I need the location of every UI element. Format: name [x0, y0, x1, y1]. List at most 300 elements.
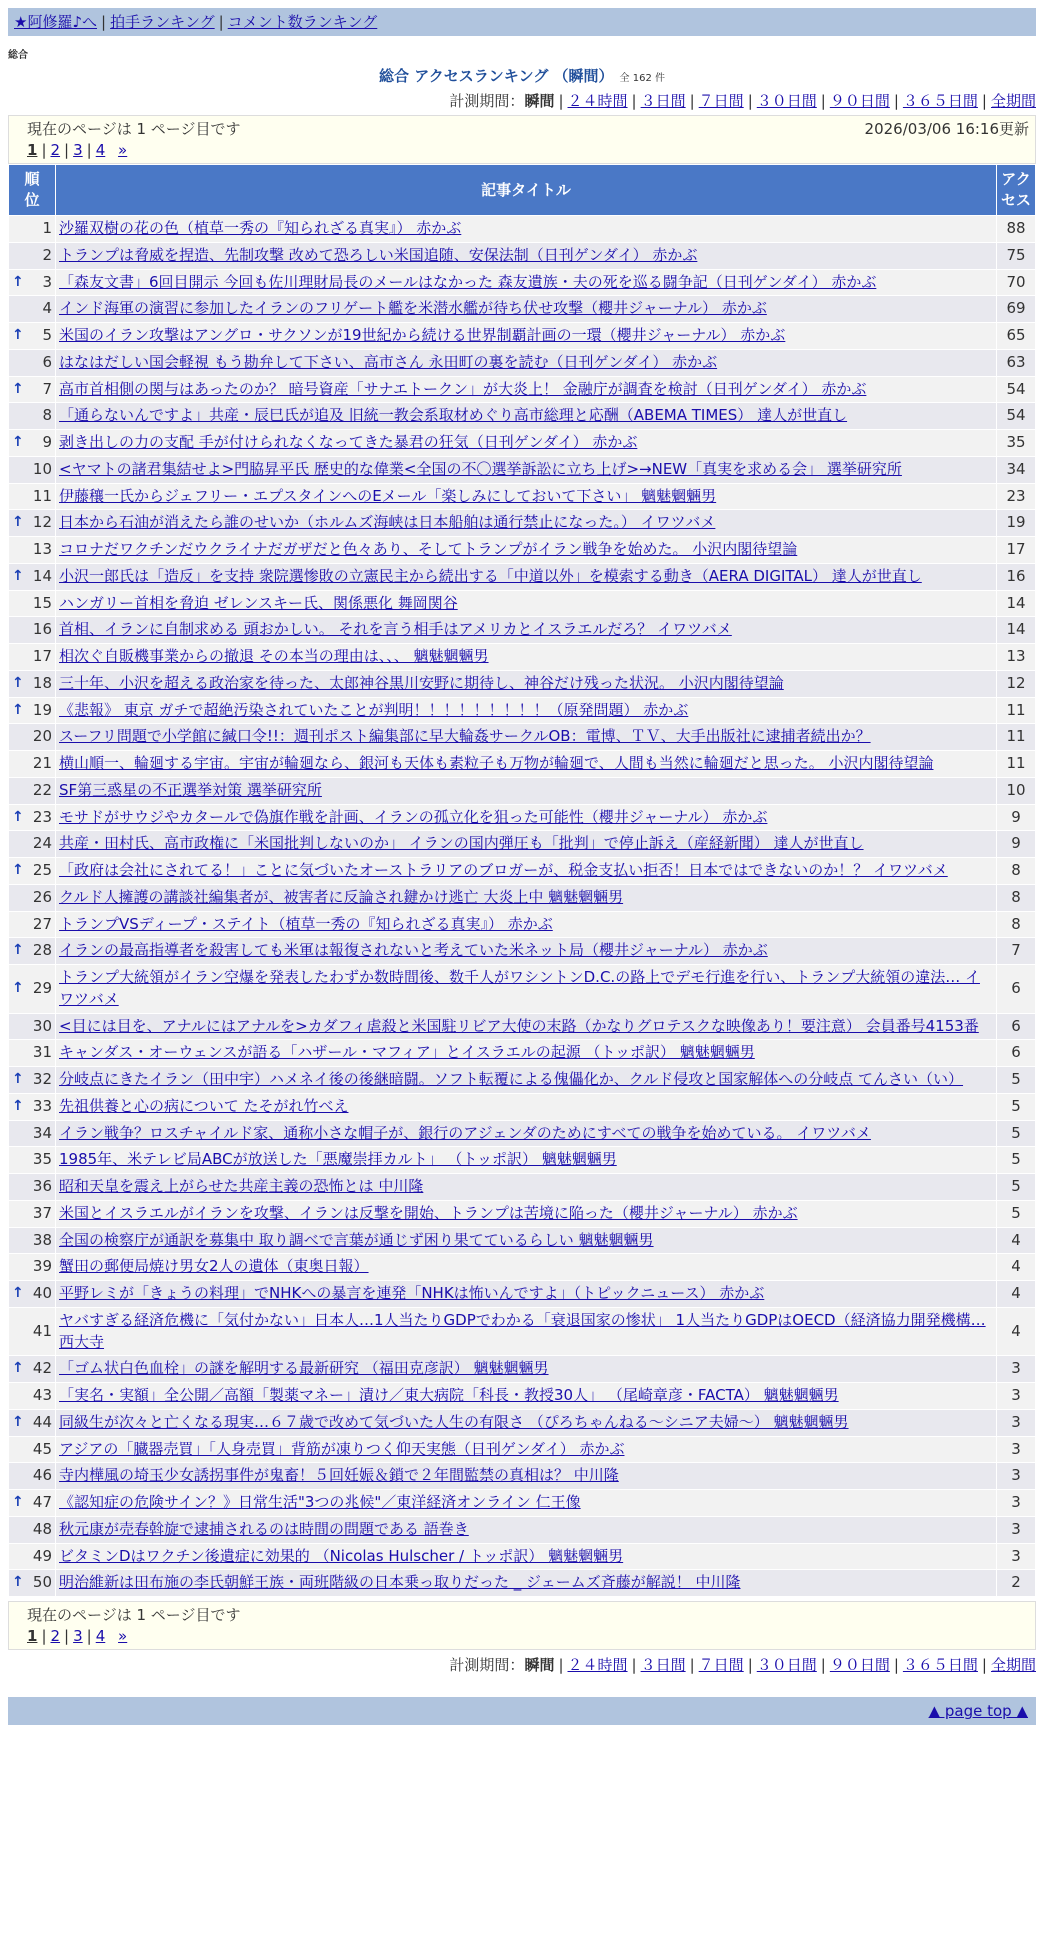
rank-cell	[9, 1516, 56, 1543]
rank-number: 12	[32, 513, 52, 532]
ranking-heading	[8, 65, 1036, 86]
period-separator: |	[689, 1656, 695, 1674]
rank-number: 22	[32, 780, 52, 799]
period-selector-bottom	[8, 1654, 1036, 1675]
rank-cell	[9, 537, 56, 564]
period-link-1[interactable]: ３日間	[640, 92, 686, 110]
access-count: 16	[997, 563, 1036, 590]
table-row	[9, 376, 1036, 403]
table-row	[9, 510, 1036, 537]
table-row	[9, 1383, 1036, 1410]
period-link-5[interactable]: ３６５日間	[902, 92, 978, 110]
current-page-text: 現在のページは 1 ページ目です	[27, 120, 241, 138]
home-link[interactable]: ★阿修羅♪へ	[14, 13, 98, 31]
rank-number: 13	[32, 540, 52, 558]
up-arrow-icon: ↑	[12, 1413, 24, 1430]
article-link[interactable]: 「政府は会社にされてる！」ことに気づいたオーストラリアのブロガーが、税金支払い拒否！日本ではできないのか！？ イワツバメ	[59, 861, 948, 879]
period-current: 瞬間	[524, 1656, 555, 1674]
title-cell	[56, 1067, 997, 1094]
rank-number: 26	[32, 887, 52, 906]
article-link[interactable]: クルド人擁護の講談社編集者が、被害者に反論され鍵かけ逃亡 大炎上中 魑魅魍魎男	[59, 887, 624, 906]
period-link-2[interactable]: ７日間	[698, 92, 744, 110]
rank-number: 4	[42, 299, 52, 318]
table-row	[9, 1200, 1036, 1227]
article-link[interactable]: 「通らないんですよ」共産・辰巳氏が追及 旧統一教会系取材めぐり高市総理と応酬（ABEMA TIMES） 達人が世直し	[59, 406, 848, 425]
rank-number: 45	[32, 1439, 52, 1458]
table-row	[9, 1356, 1036, 1383]
period-separator: |	[631, 1656, 637, 1674]
table-row	[9, 911, 1036, 938]
rank-cell	[9, 617, 56, 644]
rank-cell	[9, 1543, 56, 1570]
rank-cell	[9, 590, 56, 617]
article-link[interactable]: <目には目を、アナルにはアナルを>カダフィ虐殺と米国駐リビア大使の末路（かなりグロテスクな映像あり！要注意） 会員番号4153番	[59, 1016, 979, 1035]
article-link[interactable]: 《悲報》 東京 ガチで超絶汚染されていたことが判明！！！！！！！！！（原発問題） 赤かぶ	[59, 700, 689, 719]
title-cell	[56, 590, 997, 617]
title-cell	[56, 1040, 997, 1067]
period-link-6[interactable]: 全期間	[990, 1656, 1036, 1674]
up-arrow-icon: ↑	[12, 380, 24, 397]
access-count: 75	[997, 242, 1036, 269]
article-link[interactable]: <ヤマトの諸君集結せよ>門脇昇平氏 歴史的な偉業<全国の不〇選挙訴訟に立ち上げ>→NEW「真実を求める会」 選挙研究所	[59, 459, 902, 478]
rank-number: 5	[42, 326, 52, 344]
access-count: 5	[997, 1174, 1036, 1201]
access-count: 35	[997, 430, 1036, 457]
table-row	[9, 644, 1036, 671]
access-count: 5	[997, 1120, 1036, 1147]
clap-ranking-link[interactable]: 拍手ランキング	[110, 13, 215, 31]
rank-number: 14	[32, 566, 52, 585]
pager-links	[15, 141, 1029, 159]
rank-cell	[9, 1463, 56, 1490]
title-cell	[56, 1254, 997, 1281]
article-link[interactable]: 1985年、米テレビ局ABCが放送した「悪魔崇拝カルト」 （トッポ訳） 魑魅魍魎男	[59, 1150, 617, 1169]
period-separator: |	[981, 92, 987, 110]
rank-number: 23	[32, 807, 52, 826]
pager-separator: |	[86, 141, 92, 159]
rank-cell	[9, 831, 56, 858]
title-cell	[56, 831, 997, 858]
period-separator: |	[893, 1656, 899, 1674]
access-count: 2	[997, 1570, 1036, 1597]
rank-cell	[9, 938, 56, 965]
rank-cell	[9, 1356, 56, 1383]
access-count: 65	[997, 323, 1036, 350]
column-header-access	[997, 165, 1036, 216]
article-link[interactable]: 寺内樺風の埼玉少女誘拐事件が鬼畜！５回妊娠＆鎖で２年間監禁の真相は？ 中川隆	[59, 1466, 619, 1485]
title-cell	[56, 1516, 997, 1543]
article-link[interactable]: トランプは脅威を捏造、先制攻撃 改めて恐ろしい米国追随、安保法制（日刊ゲンダイ） 赤かぶ	[59, 245, 698, 264]
article-link[interactable]: SF第三惑星の不正選挙対策 選挙研究所	[59, 780, 322, 799]
rank-cell	[9, 1436, 56, 1463]
article-link[interactable]: ヤバすぎる経済危機に「気付かない」日本人…1人当たりGDPでわかる「衰退国家の惨状」 1人当たりGDPはOECD（経済協力開発機構… 西大寺	[59, 1310, 986, 1351]
access-count: 8	[997, 858, 1036, 885]
rank-number: 44	[32, 1412, 52, 1431]
article-link[interactable]: 「ゴム状白色血栓」の謎を解明する最新研究 （福田克彦訳） 魑魅魍魎男	[59, 1359, 549, 1378]
access-count: 3	[997, 1383, 1036, 1410]
rank-number: 40	[32, 1284, 52, 1302]
period-separator: |	[689, 92, 695, 110]
rank-cell	[9, 965, 56, 1014]
rank-number: 39	[32, 1257, 52, 1276]
up-arrow-icon: ↑	[12, 434, 24, 450]
up-arrow-icon: ↑	[12, 1071, 24, 1087]
table-row	[9, 537, 1036, 564]
title-cell	[56, 1093, 997, 1120]
page-current: 1	[27, 141, 38, 159]
access-count: 69	[997, 296, 1036, 323]
rank-number: 9	[42, 433, 52, 451]
access-count: 14	[997, 590, 1036, 617]
article-link[interactable]: 分岐点にきたイラン（田中宇）ハメネイ後の後継暗闘。ソフト転覆による傀儡化か、クルド侵攻と国家解体への分岐点 てんさい（い）	[59, 1070, 964, 1088]
title-cell	[56, 1543, 997, 1570]
title-cell	[56, 269, 997, 296]
access-count: 5	[997, 1200, 1036, 1227]
title-cell	[56, 403, 997, 430]
period-link-0[interactable]: ２４時間	[567, 1656, 628, 1674]
title-cell	[56, 938, 997, 965]
title-cell	[56, 1174, 997, 1201]
period-link-3[interactable]: ３０日間	[756, 1656, 817, 1674]
up-arrow-icon: ↑	[12, 327, 24, 343]
rank-cell	[9, 349, 56, 376]
access-count: 13	[997, 644, 1036, 671]
period-separator: |	[981, 1656, 987, 1674]
rank-cell	[9, 777, 56, 804]
article-link[interactable]: スーフリ問題で小学館に緘口令!!：週刊ポスト編集部に早大輪姦サークルOB：電博、ＴＶ、大手出版社に逮捕者続出か？	[59, 727, 871, 746]
access-count: 8	[997, 884, 1036, 911]
article-link[interactable]: 高市首相側の関与はあったのか？ 暗号資産「サナエトークン」が大炎上！ 金融庁が調査を検討（日刊ゲンダイ） 赤かぶ	[59, 379, 867, 398]
period-separator: |	[631, 92, 637, 110]
rank-number: 19	[32, 700, 52, 719]
up-arrow-icon: ↑	[12, 1360, 24, 1377]
pager-spacer	[109, 1627, 114, 1645]
rank-number: 11	[32, 486, 52, 505]
page-link-4[interactable]: 4	[95, 1627, 106, 1645]
table-row	[9, 403, 1036, 430]
access-count: 3	[997, 1463, 1036, 1490]
up-arrow-icon: ↑	[12, 674, 24, 691]
title-cell	[56, 1013, 997, 1040]
rank-cell	[9, 1570, 56, 1597]
rank-number: 21	[32, 754, 52, 772]
rank-number: 2	[42, 245, 52, 264]
article-link[interactable]: コロナだワクチンだウクライナだガザだと色々あり、そしてトランプがイラン戦争を始めた。 小沢内閣待望論	[59, 540, 798, 558]
article-link[interactable]: ビタミンDはワクチン後遺症に効果的 （Nicolas Hulscher / トッポ訳） 魑魅魍魎男	[59, 1546, 624, 1565]
article-link[interactable]: キャンダス・オーウェンスが語る「ハザール・マフィア」とイスラエルの起源 （トッポ訳） 魑魅魍魎男	[59, 1043, 755, 1062]
rank-cell	[9, 430, 56, 457]
rank-cell	[9, 884, 56, 911]
rank-cell	[9, 216, 56, 243]
rank-number: 43	[32, 1386, 52, 1404]
title-cell	[56, 858, 997, 885]
table-row	[9, 1543, 1036, 1570]
up-arrow-icon: ↑	[12, 808, 24, 825]
pager-separator: |	[41, 141, 47, 159]
rank-number: 41	[32, 1321, 52, 1340]
pager-spacer	[109, 141, 114, 159]
article-link[interactable]: 「実名・実額」全公開／高額「製薬マネー」漬け／東大病院「科長・教授30人」 （尾崎章彦・FACTA） 魑魅魍魎男	[59, 1386, 839, 1404]
period-link-4[interactable]: ９０日間	[829, 1656, 890, 1674]
rank-cell	[9, 724, 56, 751]
table-row	[9, 858, 1036, 885]
table-row	[9, 590, 1036, 617]
table-row	[9, 296, 1036, 323]
article-link[interactable]: 同級生が次々と亡くなる現実…６７歳で改めて気づいた人生の有限さ （ぴろちゃんねる～シニア夫婦～） 魑魅魍魎男	[59, 1412, 849, 1431]
up-arrow-icon: ↑	[12, 701, 24, 718]
table-row	[9, 777, 1036, 804]
period-link-6[interactable]: 全期間	[990, 92, 1036, 110]
page-top-link[interactable]: ▲ page top ▲	[928, 1702, 1028, 1720]
table-row	[9, 831, 1036, 858]
rank-number: 29	[32, 978, 52, 997]
access-count: 6	[997, 1040, 1036, 1067]
table-row	[9, 1174, 1036, 1201]
rank-cell	[9, 1174, 56, 1201]
table-row	[9, 430, 1036, 457]
rank-number: 17	[32, 647, 52, 665]
table-row	[9, 1463, 1036, 1490]
rank-number: 7	[42, 379, 52, 398]
up-arrow-icon: ↑	[12, 1097, 24, 1114]
article-link[interactable]: 三十年、小沢を超える政治家を待った、太郎神谷黒川安野に期待し、神谷だけ残った状況。 小沢内閣待望論	[59, 673, 784, 692]
table-row	[9, 1490, 1036, 1517]
current-page-text: 現在のページは 1 ページ目です	[27, 1606, 241, 1624]
article-link[interactable]: 平野レミが「きょうの料理」でNHKへの暴言を連発「NHKは怖いんですよ」（トピックニュース） 赤かぶ	[59, 1284, 765, 1302]
rank-cell	[9, 751, 56, 778]
rank-number: 20	[32, 727, 52, 746]
page-current: 1	[27, 1627, 38, 1645]
title-cell	[56, 376, 997, 403]
title-cell	[56, 617, 997, 644]
access-count: 14	[997, 617, 1036, 644]
article-link[interactable]: 先祖供養と心の病について たそがれ竹べえ	[59, 1096, 349, 1115]
rank-cell	[9, 1307, 56, 1356]
rank-number: 36	[32, 1177, 52, 1195]
article-link[interactable]: はなはだしい国会軽視 もう勘弁して下さい、高市さん 永田町の裏を読む（日刊ゲンダイ） 赤かぶ	[59, 352, 718, 371]
article-link[interactable]: トランプ大統領がイラン空爆を発表したわずか数時間後、数千人がワシントンD.C.の路上でデモ行進を行い、トランプ大統領の違法… イワツバメ	[59, 968, 980, 1008]
title-cell	[56, 430, 997, 457]
article-link[interactable]: 《認知症の危険サイン？》日常生活"3つの兆候"／東洋経済オンライン 仁王像	[59, 1493, 581, 1511]
article-link[interactable]: 小沢一郎氏は「造反」を支持 衆院選惨敗の立憲民主から続出する「中道以外」を模索する動き（AERA DIGITAL） 達人が世直し	[59, 566, 922, 585]
access-count: 8	[997, 911, 1036, 938]
pager-separator: |	[41, 1627, 47, 1645]
article-link[interactable]: ハンガリー首相を脅迫 ゼレンスキー氏、関係悪化 舞岡関谷	[59, 593, 458, 612]
access-count: 11	[997, 751, 1036, 778]
table-row	[9, 349, 1036, 376]
title-cell	[56, 804, 997, 831]
access-count: 19	[997, 510, 1036, 537]
article-link[interactable]: アジアの「臓器売買」「人身売買」背筋が凍りつく仰天実態（日刊ゲンダイ） 赤かぶ	[59, 1439, 625, 1458]
rank-number: 28	[32, 941, 52, 960]
article-link[interactable]: 伊藤穰一氏からジェフリー・エプスタインへのEメール「楽しみにしておいて下さい」 魑魅魍魎男	[59, 486, 717, 505]
access-count: 12	[997, 670, 1036, 697]
title-cell	[56, 323, 997, 350]
pager-bottom	[8, 1601, 1036, 1650]
title-cell	[56, 1490, 997, 1517]
table-row	[9, 884, 1036, 911]
rank-number: 32	[32, 1070, 52, 1088]
total-count: 全 162 件	[619, 73, 665, 84]
access-count: 3	[997, 1490, 1036, 1517]
period-label: 計測期間：	[449, 92, 525, 110]
title-cell	[56, 1356, 997, 1383]
period-separator: |	[558, 1656, 564, 1674]
title-cell	[56, 644, 997, 671]
access-count: 34	[997, 456, 1036, 483]
period-selector-top	[8, 90, 1036, 111]
title-cell	[56, 1409, 997, 1436]
article-link[interactable]: 秋元康が売春斡旋で逮捕されるのは時間の問題である 語巻き	[59, 1519, 469, 1538]
article-link[interactable]: 横山順一、輪廻する宇宙。宇宙が輪廻なら、銀河も天体も素粒子も万物が輪廻で、人間も当然に輪廻だと思った。 小沢内閣待望論	[59, 754, 934, 772]
access-count: 3	[997, 1516, 1036, 1543]
table-row	[9, 751, 1036, 778]
rank-number: 50	[32, 1573, 52, 1592]
up-arrow-icon: ↑	[12, 1574, 24, 1591]
access-count: 88	[997, 216, 1036, 243]
ranking-table	[8, 164, 1036, 1597]
rank-cell	[9, 269, 56, 296]
article-link[interactable]: 昭和天皇を震え上がらせた共産主義の恐怖とは 中川隆	[59, 1177, 424, 1195]
next-page-link[interactable]: »	[118, 1627, 128, 1645]
access-count: 3	[997, 1543, 1036, 1570]
rank-number: 24	[32, 834, 52, 853]
access-count: 23	[997, 483, 1036, 510]
title-cell	[56, 456, 997, 483]
article-link[interactable]: 米国のイラン攻撃はアングロ・サクソンが19世紀から続ける世界制覇計画の一環（櫻井ジャーナル） 赤かぶ	[59, 326, 786, 344]
article-link[interactable]: 全国の検察庁が通訳を募集中 取り調べで言葉が通じず困り果てているらしい 魑魅魍魎男	[59, 1230, 654, 1249]
period-link-5[interactable]: ３６５日間	[902, 1656, 978, 1674]
article-link[interactable]: モサドがサウジやカタールで偽旗作戦を計画、イランの孤立化を狙った可能性（櫻井ジャーナル） 赤かぶ	[59, 807, 768, 826]
rank-number: 47	[32, 1493, 52, 1511]
table-row	[9, 938, 1036, 965]
title-cell	[56, 724, 997, 751]
title-cell	[56, 1383, 997, 1410]
rank-cell	[9, 670, 56, 697]
period-link-4[interactable]: ９０日間	[829, 92, 890, 110]
access-count: 11	[997, 697, 1036, 724]
title-cell	[56, 670, 997, 697]
title-cell	[56, 884, 997, 911]
rank-cell	[9, 1120, 56, 1147]
page-link-2[interactable]: 2	[50, 1627, 61, 1645]
article-link[interactable]: 相次ぐ自販機事業からの撤退 その本当の理由は、、、 魑魅魍魎男	[59, 647, 489, 665]
page-link-2[interactable]: 2	[50, 141, 61, 159]
title-cell	[56, 537, 997, 564]
page-link-3[interactable]: 3	[73, 1627, 83, 1645]
rank-cell	[9, 483, 56, 510]
table-row	[9, 1147, 1036, 1174]
table-row	[9, 483, 1036, 510]
rank-number: 38	[32, 1230, 52, 1249]
article-link[interactable]: 「森友文書」6回目開示 今回も佐川理財局長のメールはなかった 森友遺族・夫の死を巡る闘争記（日刊ゲンダイ） 赤かぶ	[59, 272, 877, 291]
rank-cell	[9, 1067, 56, 1094]
period-current: 瞬間	[524, 92, 555, 110]
article-link[interactable]: 明治維新は田布施の李氏朝鮮王族・両班階級の日本乗っ取りだった _ ジェームズ斉藤が解説！ 中川隆	[59, 1573, 741, 1592]
access-count: 3	[997, 1409, 1036, 1436]
access-count: 70	[997, 269, 1036, 296]
up-arrow-icon: ↑	[12, 1285, 24, 1301]
next-page-link[interactable]: »	[118, 141, 128, 159]
up-arrow-icon: ↑	[12, 273, 24, 290]
column-header-access-label: アクセス	[1001, 170, 1032, 209]
access-count: 5	[997, 1147, 1036, 1174]
rank-cell	[9, 858, 56, 885]
period-link-2[interactable]: ７日間	[698, 1656, 744, 1674]
article-link[interactable]: インド海軍の演習に参加したイランのフリゲート艦を米潜水艦が待ち伏せ攻撃（櫻井ジャーナル） 赤かぶ	[59, 299, 767, 318]
period-link-1[interactable]: ３日間	[640, 1656, 686, 1674]
article-link[interactable]: トランプVSディープ・ステイト（植草一秀の『知られざる真実』） 赤かぶ	[59, 914, 553, 933]
column-header-rank-label: 順位	[24, 170, 40, 209]
rank-number: 15	[32, 593, 52, 612]
up-arrow-icon: ↑	[12, 942, 24, 959]
rank-cell	[9, 644, 56, 671]
access-count: 4	[997, 1254, 1036, 1281]
article-link[interactable]: 共産・田村氏、高市政権に「米国批判しないのか」 イランの国内弾圧も「批判」で停止訴え（産経新聞） 達人が世直し	[59, 834, 864, 853]
rank-cell	[9, 323, 56, 350]
footer-bar	[8, 1697, 1036, 1725]
article-link[interactable]: 首相、イランに自制求める 頭おかしい。 それを言う相手はアメリカとイスラエルだろ？ イワツバメ	[59, 620, 732, 639]
access-count: 3	[997, 1356, 1036, 1383]
title-cell	[56, 1436, 997, 1463]
article-link[interactable]: 米国とイスラエルがイランを攻撃、イランは反撃を開始、トランプは苦境に陥った（櫻井ジャーナル） 赤かぶ	[59, 1203, 798, 1222]
title-cell	[56, 697, 997, 724]
rank-cell	[9, 456, 56, 483]
rank-number: 8	[42, 406, 52, 425]
up-arrow-icon: ↑	[12, 567, 24, 584]
title-cell	[56, 349, 997, 376]
rank-number: 10	[32, 459, 52, 478]
category-label: 総合	[8, 50, 28, 61]
rank-cell	[9, 1093, 56, 1120]
article-link[interactable]: 沙羅双樹の花の色（植草一秀の『知られざる真実』） 赤かぶ	[59, 219, 462, 237]
rank-number: 35	[32, 1150, 52, 1169]
page-link-4[interactable]: 4	[95, 141, 106, 159]
rank-number: 1	[42, 219, 52, 237]
article-link[interactable]: イラン戦争？ロスチャイルド家、通称小さな帽子が、銀行のアジェンダのためにすべての戦争を始めている。 イワツバメ	[59, 1123, 871, 1142]
rank-cell	[9, 1383, 56, 1410]
table-row	[9, 1120, 1036, 1147]
article-link[interactable]: 剥き出しの力の支配 手が付けられなくなってきた暴君の狂気（日刊ゲンダイ） 赤かぶ	[59, 433, 638, 451]
rank-cell	[9, 1013, 56, 1040]
page-link-3[interactable]: 3	[73, 141, 83, 159]
table-row	[9, 323, 1036, 350]
period-link-0[interactable]: ２４時間	[567, 92, 628, 110]
article-link[interactable]: 蟹田の郵便局焼け男女2人の遺体（東奥日報）	[59, 1257, 369, 1276]
access-count: 54	[997, 403, 1036, 430]
access-count: 10	[997, 777, 1036, 804]
article-link[interactable]: イランの最高指導者を殺害しても米軍は報復されないと考えていた米ネット局（櫻井ジャーナル） 赤かぶ	[59, 941, 768, 960]
article-link[interactable]: 日本から石油が消えたら誰のせいか（ホルムズ海峡は日本船舶は通行禁止になった。） イワツバメ	[59, 513, 716, 532]
period-link-3[interactable]: ３０日間	[756, 92, 817, 110]
period-separator: |	[820, 92, 826, 110]
title-cell	[56, 1463, 997, 1490]
title-cell	[56, 510, 997, 537]
title-cell	[56, 1281, 997, 1308]
table-row	[9, 269, 1036, 296]
up-arrow-icon: ↑	[12, 862, 24, 878]
pager-separator: |	[86, 1627, 92, 1645]
title-cell	[56, 1227, 997, 1254]
period-label: 計測期間：	[449, 1656, 525, 1674]
period-separator: |	[747, 92, 753, 110]
table-row	[9, 1093, 1036, 1120]
rank-cell	[9, 1254, 56, 1281]
nav-separator: |	[218, 13, 224, 31]
title-cell	[56, 1147, 997, 1174]
comment-ranking-link[interactable]: コメント数ランキング	[227, 13, 378, 31]
column-header-rank	[9, 165, 56, 216]
